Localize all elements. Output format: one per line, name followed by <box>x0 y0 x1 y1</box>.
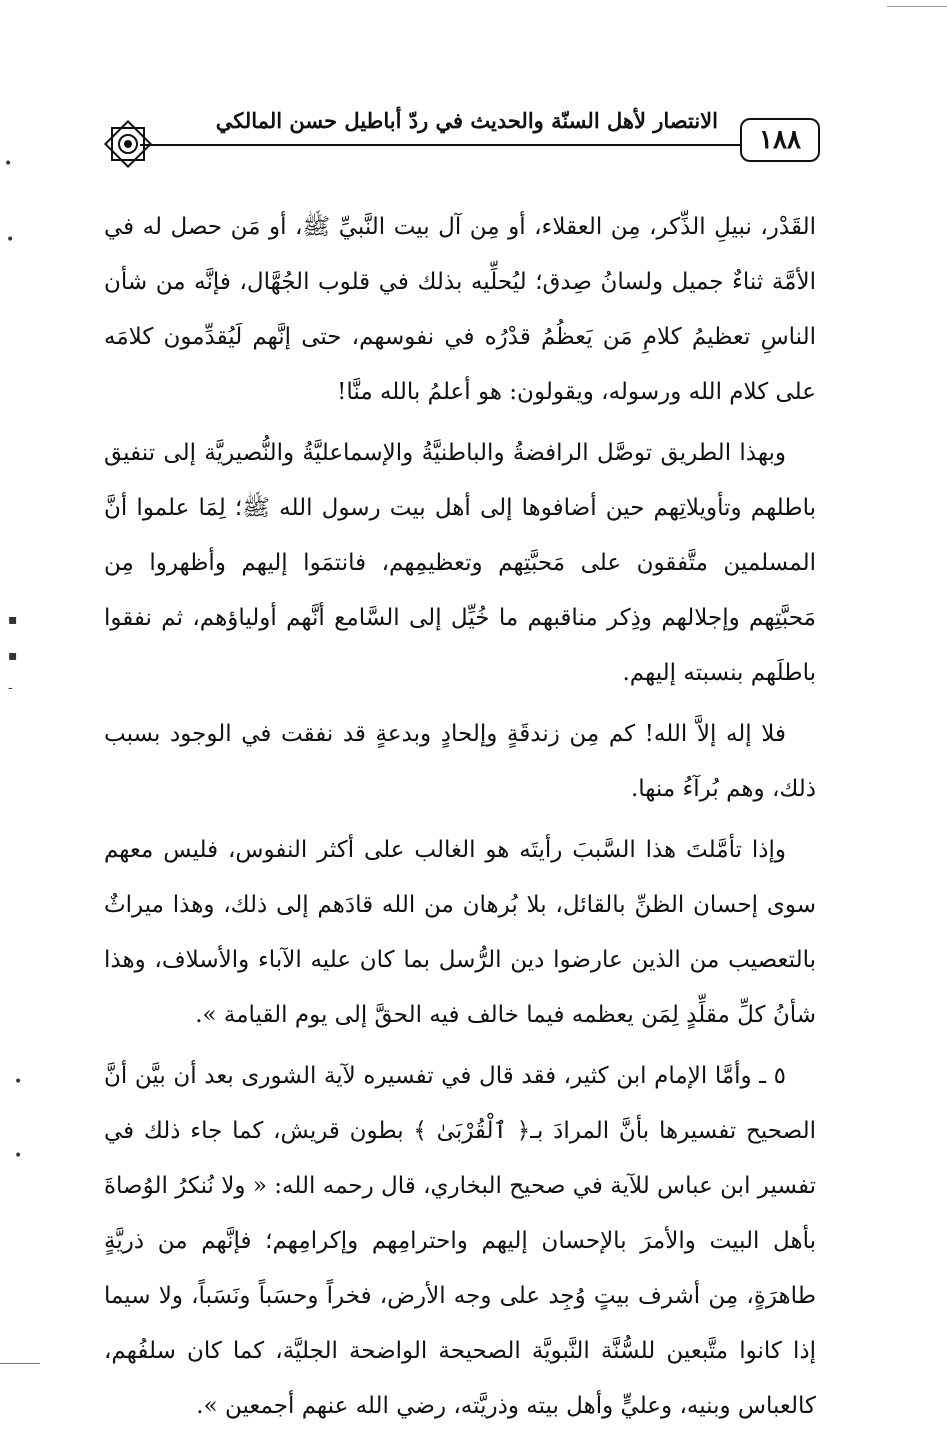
margin-mark: • <box>6 232 15 248</box>
page-header <box>100 104 820 174</box>
page-number: ١٨٨ <box>740 118 820 162</box>
margin-mark: • <box>4 156 13 172</box>
paragraph: ٥ ـ وأمَّا الإمام ابن كثير، فقد قال في تفسيره لآية الشورى بعد أن بيَّن أنَّ الصحيح تفسيرها بأنَّ المرادَ بـ﴿ ٱلْقُرْبَىٰ ﴾ بطون قريش، كما جاء ذلك في تفسير ابن عباس للآية في صحيح البخاري، قال رحمه الله: « ولا نُنكرُ الوُصاةَ بأهل البيت والأمرَ بالإحسان إليهم واحترامِهم وإكرامِهم؛ فإنَّهم من ذريَّةٍ طاهرَةٍ، مِن أشرف بيتٍ وُجِد على وجه الأرض، فخراً وحسَباً ونَسَباً، ولا سيما إذا كانوا متَّبعين للسُّنَّة النَّبويَّة الصحيحة الواضحة الجليَّة، كما كان سلفُهم، كالعباس وبنيه، وعليٍّ وأهل بيته وذريَّته، رضي الله عنهم أجمعين ». <box>104 1063 816 1419</box>
header-rule <box>140 144 740 146</box>
paragraph: وإذا تأمَّلتَ هذا السَّببَ رأيتَه هو الغالب على أكثر النفوس، فليس معهم سوى إحسان الظنِّ بالقائل، بلا بُرهان من الله قادَهم إلى ذلك، وهذا ميراثٌ بالتعصيب من الذين عارضوا دين الرُّسل بما كان عليه الآباء والأسلاف، وهذا شأنُ كلِّ مقلِّدٍ لِمَن يعظمه فيما خالف فيه الحقَّ إلى يوم القيامة ». <box>104 837 816 1028</box>
paragraph: فلا إله إلاَّ الله! كم مِن زندقَةٍ وإلحادٍ وبدعةٍ قد نفقت في الوجود بسبب ذلك، وهم بُرآءُ منها. <box>104 721 816 802</box>
paragraph: وبهذا الطريق توصَّل الرافضةُ والباطنيَّةُ والإسماعليَّةُ والنُّصيريَّة إلى تنفيق باطلهم وتأويلاتِهم حين أضافوها إلى أهل بيت رسول الله ﷺ؛ لِمَا علموا أنَّ المسلمين متَّفقون على مَحبَّتِهم وتعظيمِهم، فانتمَوا إليهم وأظهروا مِن مَحبَّتِهم وإجلالهم وذِكر مناقبهم ما خُيِّل إلى السَّامع أنَّهم أولياؤهم، ثم نفقوا باطلَهم بنسبته إليهم. <box>104 440 816 686</box>
margin-mark: • <box>14 1148 23 1164</box>
paragraph: القَدْر، نبيلِ الذِّكر، مِن العقلاء، أو مِن آل بيت النَّبيِّ ﷺ، أو مَن حصل له في الأمَّة ثناءٌ جميل ولسانُ صِدق؛ ليُحلِّيه بذلك في قلوب الجُهَّال، فإنَّه من شأن الناسِ تعظيمُ كلامِ مَن يَعظُمُ قدْرُه في نفوسهم، حتى إنَّهم لَيُقدِّمون كلامَه على كلام الله ورسوله، ويقولون: هو أعلمُ بالله منَّا! <box>104 214 816 405</box>
margin-mark: ▪ <box>8 648 18 664</box>
margin-mark: ▪ <box>8 612 18 628</box>
margin-mark: - <box>8 680 13 696</box>
scan-edge-line <box>887 6 947 7</box>
running-title: الانتصار لأهل السنّة والحديث في ردّ أباطيل حسن المالكي <box>210 108 724 133</box>
margin-mark: • <box>14 1074 23 1090</box>
scan-edge-line <box>0 1363 40 1364</box>
body-text <box>104 200 816 1440</box>
